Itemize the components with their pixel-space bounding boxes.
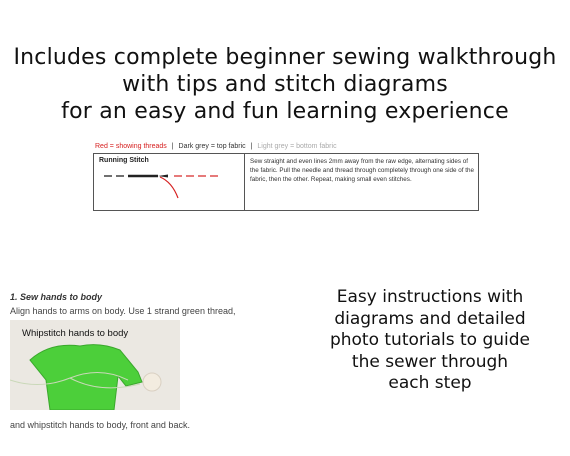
legend-dark: Dark grey = top fabric <box>178 143 246 150</box>
step-title: 1. Sew hands to body <box>10 292 103 302</box>
headline <box>0 44 570 125</box>
step-text-top: Align hands to arms on body. Use 1 strand green thread, <box>10 306 236 316</box>
stitch-name: Running Stitch <box>99 157 149 164</box>
side-line-3: photo tutorials to guide <box>329 330 531 350</box>
felt-hand <box>143 373 161 391</box>
headline-line-3: for an easy and fun learning experience <box>61 99 509 124</box>
legend-red: Red = showing threads <box>95 143 167 150</box>
headline-line-1: Includes complete beginner sewing walkthrough <box>13 45 557 70</box>
legend-light: Light grey = bottom fabric <box>257 143 337 150</box>
headline-line-2: with tips and stitch diagrams <box>122 72 448 97</box>
photo-caption: Whipstitch hands to body <box>22 328 129 339</box>
side-description <box>300 287 560 395</box>
table-divider <box>244 154 245 210</box>
side-line-5: each step <box>388 373 472 393</box>
legend-separator: | <box>171 143 174 150</box>
step-photo <box>10 320 180 410</box>
running-stitch-diagram <box>102 168 242 210</box>
needle-tip <box>158 175 168 178</box>
stitch-table <box>93 153 479 211</box>
step-text-bottom: and whipstitch hands to body, front and back. <box>10 420 190 430</box>
side-line-1: Easy instructions with <box>336 287 524 307</box>
side-line-4: the sewer through <box>351 351 509 372</box>
stitch-description: Sew straight and even lines 2mm away from the raw edge, alternating sides of the fabric. Pull the needle and thread through completely through one side of the fabric, then the other. Repeat, making small even stitches. <box>250 158 475 183</box>
side-line-2: diagrams and detailed <box>334 308 526 329</box>
thread-curve <box>160 177 178 198</box>
legend-separator: | <box>250 143 253 150</box>
stitch-legend <box>95 143 337 150</box>
